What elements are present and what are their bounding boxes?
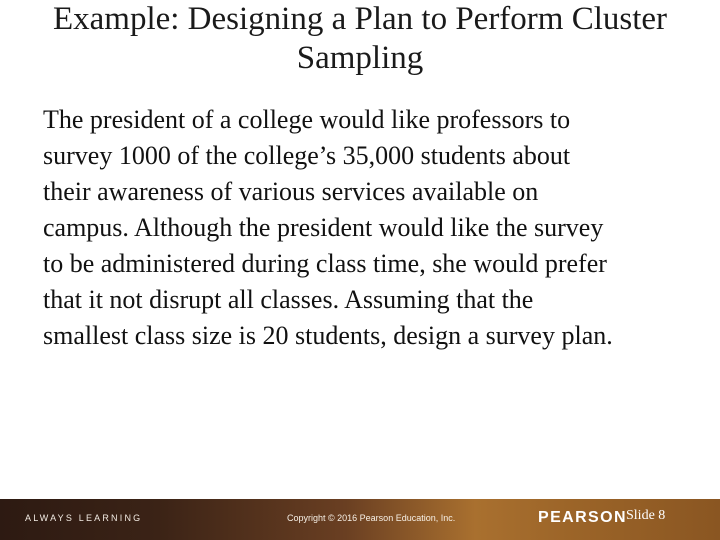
slide-number: Slide 8 xyxy=(626,508,666,523)
body-line-7: smallest class size is 20 students, design a survey plan. xyxy=(43,321,613,350)
copyright-notice: Copyright © 2016 Pearson Education, Inc. xyxy=(287,513,456,523)
footer-bar xyxy=(0,499,720,540)
body-line-6: that it not disrupt all classes. Assuming that the xyxy=(43,285,534,314)
slide-title xyxy=(0,0,720,78)
always-learning-tagline: ALWAYS LEARNING xyxy=(25,513,143,523)
title-line-1: Example: Designing a Plan to Perform Cluster xyxy=(52,1,668,37)
body-line-2: survey 1000 of the college’s 35,000 students about xyxy=(43,141,571,170)
body-line-4: campus. Although the president would like the survey xyxy=(43,213,604,242)
slide-body xyxy=(43,102,713,354)
body-line-1: The president of a college would like professors to xyxy=(43,105,571,134)
title-line-2: Sampling xyxy=(296,40,424,76)
body-line-3: their awareness of various services available on xyxy=(43,177,539,206)
body-line-5: to be administered during class time, she would prefer xyxy=(43,249,607,278)
pearson-logo: PEARSON xyxy=(538,509,627,526)
